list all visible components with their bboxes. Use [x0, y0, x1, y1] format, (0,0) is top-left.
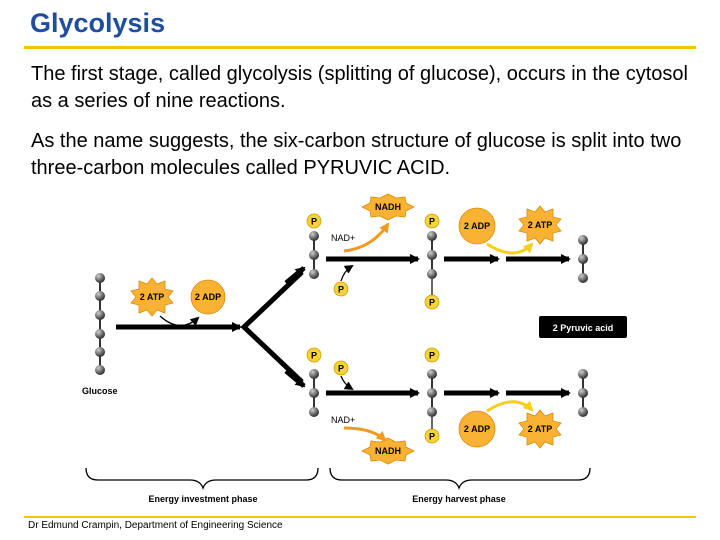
- nadh-upper-label: NADH: [375, 202, 401, 212]
- harvest-phase-bracket: [330, 468, 590, 488]
- atp-out-lower-label: 2 ATP: [527, 424, 553, 434]
- adp-circle-harvest-lower: [459, 411, 495, 447]
- chain-upper-2: [427, 231, 437, 279]
- nadh-burst-upper: [362, 194, 414, 220]
- svg-text:P: P: [428, 216, 436, 227]
- split-branch: [244, 272, 302, 382]
- nad-plus-lower-label: NAD+: [331, 415, 356, 425]
- atp-burst-harvest-upper: [519, 206, 561, 244]
- adp-out-lower-label: 2 ADP: [463, 424, 491, 434]
- nadh-burst-lower: [362, 438, 414, 464]
- chain-lower-3: [578, 369, 588, 417]
- arrow-atp-to-adp-investment: [160, 316, 198, 326]
- nadh-lower-label: NADH: [375, 446, 401, 456]
- atp-out-upper-label: 2 ATP: [527, 220, 553, 230]
- svg-text:P: P: [428, 431, 436, 442]
- svg-text:P: P: [428, 350, 436, 361]
- adp-circle-harvest-upper: [459, 208, 495, 244]
- chain-upper-1: [309, 231, 319, 279]
- glucose-label: Glucose: [82, 386, 118, 396]
- phosphate-group: [425, 348, 439, 362]
- arrow-nad-to-nadh-lower: [344, 428, 385, 440]
- nad-plus-upper-label: NAD+: [331, 233, 356, 243]
- glucose-chain: [95, 273, 105, 375]
- investment-phase-bracket: [86, 468, 318, 488]
- investment-phase-label: Energy investment phase: [148, 494, 258, 504]
- arrow-phosphate-in-upper: [341, 266, 352, 281]
- atp-in-label: 2 ATP: [139, 292, 165, 302]
- svg-text:P: P: [310, 216, 318, 227]
- arrow-adp-to-atp-lower: [487, 402, 532, 411]
- svg-text:P: P: [428, 297, 436, 308]
- phosphate-group: [425, 429, 439, 443]
- adp-circle-investment: [191, 280, 225, 314]
- phosphate-group: [425, 295, 439, 309]
- pyruvic-acid-badge: [539, 316, 627, 338]
- svg-text:P: P: [337, 284, 345, 295]
- chain-lower-2: [427, 369, 437, 417]
- phosphate-group: [307, 348, 321, 362]
- intro-paragraph: The first stage, called glycolysis (splitting of glucose), occurs in the cytosol as a series of nine reactions.: [31, 63, 688, 112]
- phosphate-group: [425, 214, 439, 228]
- explanation-paragraph: As the name suggests, the six-carbon structure of glucose is split into two three-carbon molecules called PYRUVIC ACID.: [31, 130, 682, 179]
- atp-burst-harvest-lower: [519, 410, 561, 448]
- chain-upper-3: [578, 235, 588, 283]
- phosphate-group: [334, 282, 348, 296]
- adp-in-label: 2 ADP: [194, 292, 222, 302]
- harvest-phase-label: Energy harvest phase: [412, 494, 506, 504]
- page-title: Glycolysis: [30, 8, 166, 38]
- svg-text:P: P: [310, 350, 318, 361]
- atp-burst-investment: [131, 278, 173, 316]
- arrow-phosphate-in-lower: [341, 376, 352, 389]
- pyruvic-acid-label: 2 Pyruvic acid: [552, 323, 614, 333]
- svg-text:P: P: [337, 363, 345, 374]
- phosphate-group: [334, 361, 348, 375]
- footer-divider: [24, 516, 696, 518]
- chain-lower-1: [309, 369, 319, 417]
- phosphate-group: [307, 214, 321, 228]
- footer-credit: Dr Edmund Crampin, Department of Engineering Science: [28, 520, 283, 531]
- arrow-adp-to-atp-upper: [487, 244, 532, 253]
- adp-out-upper-label: 2 ADP: [463, 221, 491, 231]
